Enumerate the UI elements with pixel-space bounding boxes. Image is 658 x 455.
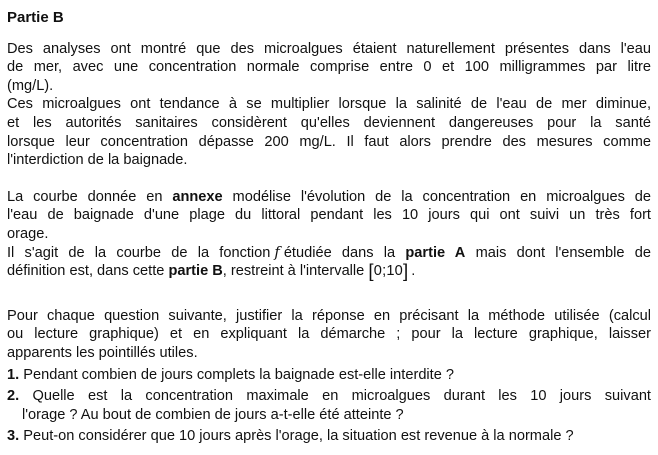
- text-segment: orage.: [7, 225, 49, 242]
- question-number: 3.: [7, 428, 24, 445]
- text-segment: ou lecture graphique) et en expliquant la démarche ; pour la lecture graphique, laisser: [7, 326, 651, 343]
- text-line: [7, 262, 651, 281]
- text-line: [7, 225, 651, 244]
- text-segment: Quelle est la concentration maximale en microalgues durant les 10 jours suivant: [32, 388, 651, 405]
- text-segment: l'eau de baignade d'une plage du littoral pendant les 10 jours qui ont suivi un très fort: [7, 207, 651, 224]
- text-segment: de mer, avec une concentration normale comprise entre 0 et 100 milligrammes par litre: [7, 59, 651, 76]
- text-line: [7, 244, 651, 263]
- text-line: [7, 307, 651, 326]
- text-segment: La courbe donnée en: [7, 188, 173, 205]
- text-segment: Il s'agit de la courbe de la fonction: [7, 244, 271, 261]
- math-function-name: f: [274, 243, 280, 261]
- text-segment: Peut-on considérer que 10 jours après l'orage, la situation est revenue à la normale ?: [23, 428, 574, 445]
- bold-text: annexe: [172, 188, 223, 205]
- text-line: [7, 387, 651, 406]
- text-line: [7, 133, 651, 152]
- text-segment: (mg/L).: [7, 77, 54, 94]
- section-heading: Partie B: [7, 9, 64, 26]
- text-segment: , restreint à l'intervalle: [222, 263, 369, 280]
- text-segment: apparents les pointillés utiles.: [7, 345, 198, 362]
- text-segment: définition est, dans cette: [7, 263, 169, 280]
- text-line: [7, 427, 651, 446]
- text-line: [7, 151, 651, 170]
- text-segment: Ces microalgues ont tendance à se multiplier lorsque la salinité de l'eau de mer diminue,: [7, 96, 651, 113]
- paragraph: [7, 188, 651, 281]
- text-segment: Pour chaque question suivante, justifier la réponse en précisant la méthode utilisée (calcul: [7, 307, 651, 324]
- math-bracket: [: [368, 260, 374, 282]
- text-line: [7, 206, 651, 225]
- math-interval: [0;10]: [368, 260, 409, 282]
- text-segment: lorsque leur concentration dépasse 200 mg/L. Il faut alors prendre des mesures comme: [7, 133, 651, 150]
- question-item: [7, 387, 651, 424]
- text-line: [7, 114, 651, 133]
- text-segment: étudiée dans la: [283, 244, 406, 261]
- document-body: [7, 40, 651, 446]
- question-item: [7, 366, 651, 385]
- question-item: [7, 427, 651, 446]
- math-bracket: ]: [402, 260, 409, 282]
- question-number: 1.: [7, 366, 24, 383]
- bold-text: partie A: [405, 244, 466, 261]
- text-line: [7, 344, 651, 363]
- text-line: [7, 95, 651, 114]
- text-line: [7, 58, 651, 77]
- text-segment: Pendant combien de jours complets la baignade est-elle interdite ?: [23, 366, 455, 383]
- text-segment: et les autorités sanitaires considèrent qu'elles deviennent dangereuses pour la santé: [7, 114, 651, 131]
- text-line: [7, 325, 651, 344]
- text-line: [22, 406, 651, 425]
- text-segment: mais dont l'ensemble de: [465, 244, 651, 261]
- text-segment: l'orage ? Au bout de combien de jours a-t-elle été atteinte ?: [22, 406, 404, 423]
- text-segment: modélise l'évolution de la concentration en microalgues de: [222, 188, 651, 205]
- text-line: [7, 366, 651, 385]
- text-line: [7, 40, 651, 59]
- paragraph: [7, 307, 651, 363]
- text-segment: .: [408, 263, 416, 280]
- text-line: [7, 188, 651, 207]
- text-segment: Des analyses ont montré que des microalgues étaient naturellement présentes dans l'eau: [7, 40, 651, 57]
- text-segment: l'interdiction de la baignade.: [7, 152, 188, 169]
- bold-text: partie B: [168, 263, 223, 280]
- text-line: [7, 77, 651, 96]
- question-number: 2.: [7, 388, 33, 405]
- paragraph: [7, 40, 651, 170]
